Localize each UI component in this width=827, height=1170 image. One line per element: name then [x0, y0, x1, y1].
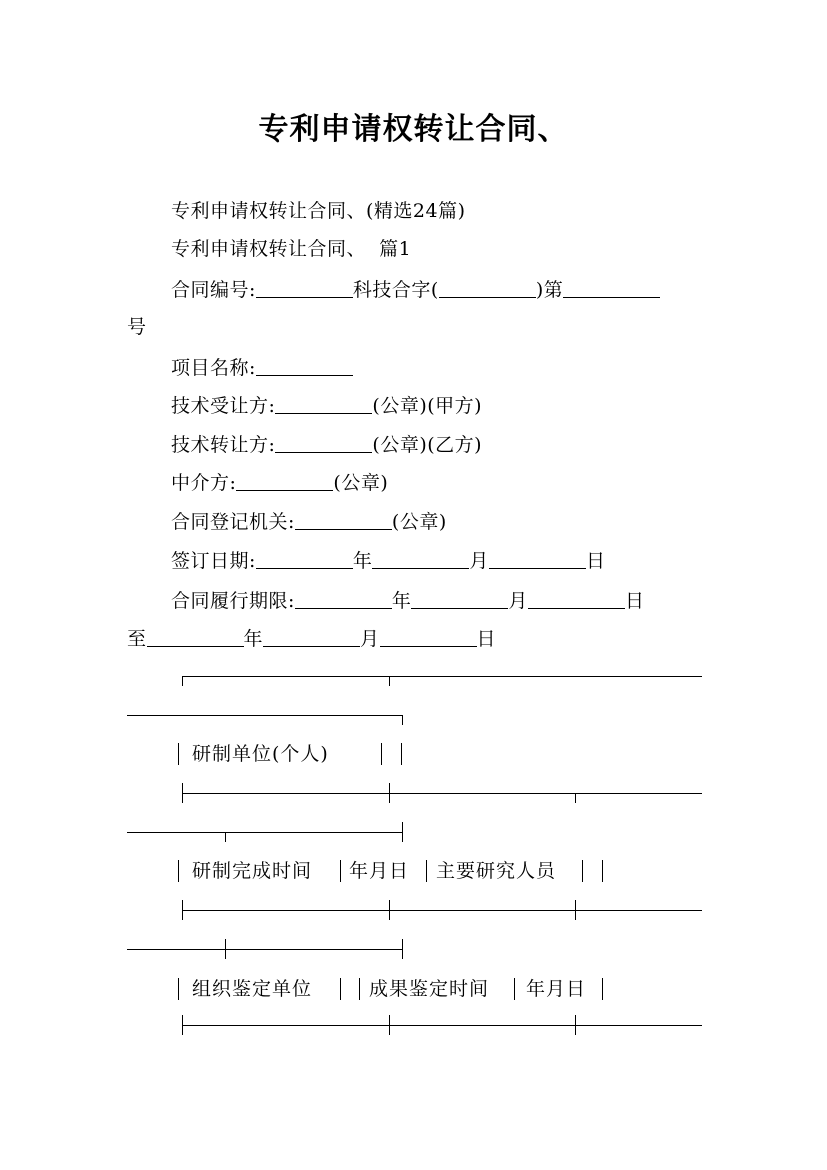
cell-date-2: 年月日: [526, 978, 587, 1000]
intermediary-suffix: (公章): [333, 472, 389, 494]
cell-appraisal-time: 成果鉴定时间: [369, 978, 490, 1000]
intermediary-label: 中介方:: [171, 472, 237, 494]
registry-suffix: (公章): [391, 511, 447, 533]
term-start-month-blank[interactable]: [411, 589, 508, 609]
term-start-year: 年: [391, 590, 412, 612]
transferee-line: [171, 394, 482, 417]
cell-date-1: 年月日: [349, 860, 410, 882]
document-title: 专利申请权转让合同、: [258, 112, 569, 147]
sign-date-month: 月: [469, 550, 489, 572]
cell-appraisal-unit: 组织鉴定单位: [192, 978, 313, 1000]
term-start-year-blank[interactable]: [295, 589, 392, 609]
registry-line: [171, 510, 447, 533]
intermediary-line: [171, 471, 388, 494]
transferor-line: [171, 433, 482, 456]
cell-completion-time: 研制完成时间: [192, 860, 313, 882]
term-end-year: 年: [243, 628, 264, 650]
transferor-suffix: (公章)(乙方): [372, 434, 483, 456]
term-label: 合同履行期限:: [171, 590, 295, 612]
project-name-blank[interactable]: [256, 356, 353, 376]
contract-number-line: [171, 278, 660, 301]
sign-date-label: 签订日期:: [171, 550, 256, 572]
sign-date-day-blank[interactable]: [489, 549, 586, 569]
project-name-label: 项目名称:: [171, 357, 256, 379]
contract-number-label: 合同编号:: [171, 279, 256, 301]
cell-rd-unit: 研制单位(个人): [192, 743, 329, 765]
term-to-label: 至: [127, 628, 147, 650]
sign-date-month-blank[interactable]: [372, 549, 469, 569]
transferor-label: 技术转让方:: [171, 434, 276, 456]
term-end-line: [127, 627, 496, 650]
term-start-line: [171, 589, 644, 612]
term-end-month-blank[interactable]: [263, 627, 360, 647]
contract-number-middle: 科技合字(: [352, 279, 439, 301]
sign-date-day: 日: [585, 550, 606, 572]
transferee-blank[interactable]: [275, 394, 372, 414]
chapter-heading: 专利申请权转让合同、 篇1: [171, 238, 412, 260]
transferor-blank[interactable]: [275, 433, 372, 453]
contract-number-before-no: )第: [535, 279, 564, 301]
intermediary-blank[interactable]: [236, 471, 333, 491]
contract-number-blank-2[interactable]: [439, 278, 536, 298]
cell-main-researchers: 主要研究人员: [436, 860, 557, 882]
project-name-line: [171, 356, 353, 379]
transferee-label: 技术受让方:: [171, 395, 276, 417]
term-end-day-blank[interactable]: [380, 627, 477, 647]
sign-date-year-blank[interactable]: [256, 549, 353, 569]
term-end-day: 日: [476, 628, 497, 650]
term-end-year-blank[interactable]: [147, 627, 244, 647]
term-start-day: 日: [624, 590, 645, 612]
term-start-month: 月: [508, 590, 528, 612]
term-start-day-blank[interactable]: [528, 589, 625, 609]
registry-blank[interactable]: [295, 510, 392, 530]
transferee-suffix: (公章)(甲方): [372, 395, 483, 417]
sign-date-year: 年: [352, 550, 373, 572]
contract-number-blank-3[interactable]: [563, 278, 660, 298]
contract-number-suffix: 号: [127, 316, 147, 338]
sign-date-line: [171, 549, 605, 572]
intro-line: 专利申请权转让合同、(精选24篇): [171, 200, 466, 222]
term-end-month: 月: [360, 628, 380, 650]
contract-number-blank-1[interactable]: [256, 278, 353, 298]
registry-label: 合同登记机关:: [171, 511, 295, 533]
